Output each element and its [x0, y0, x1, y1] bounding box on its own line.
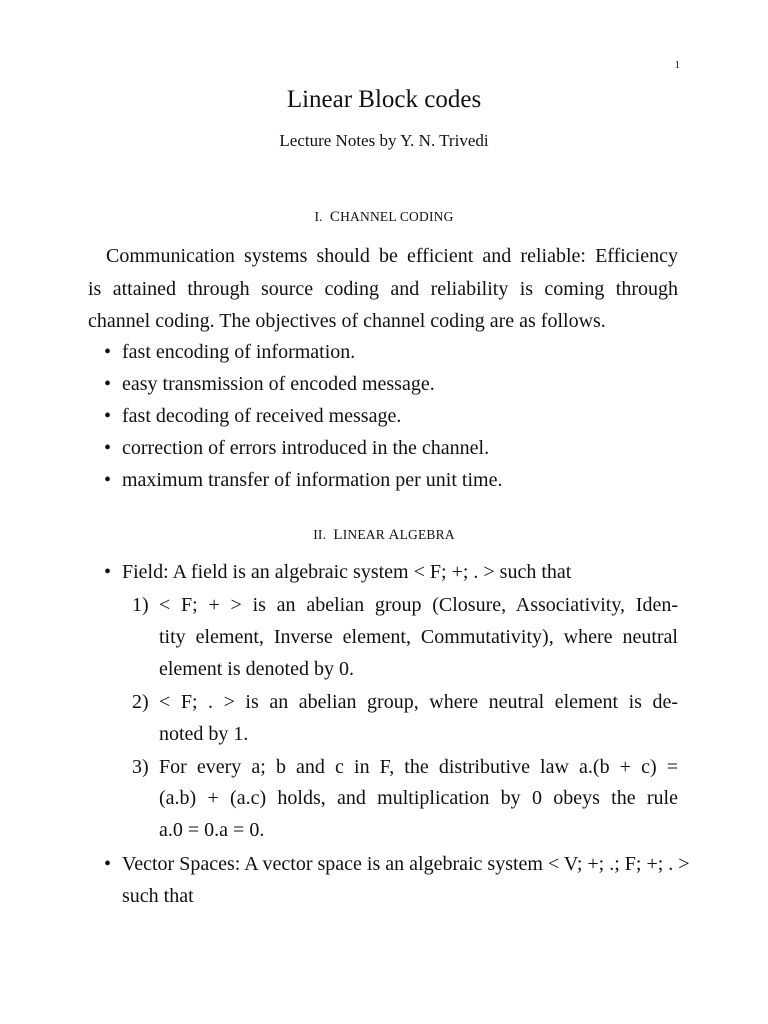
section-heading-linear-algebra — [0, 527, 768, 544]
item-number: 3) — [132, 756, 149, 778]
item-line: noted by 1. — [159, 723, 249, 745]
bullet-dot: • — [104, 853, 112, 875]
bullet-dot: • — [104, 373, 112, 395]
item-line: (a.b) + (a.c) holds, and multiplication by 0 obeys the rule — [159, 787, 678, 809]
bullet-dot: • — [104, 341, 112, 363]
item-line: < F; + > is an abelian group (Closure, Associativity, Iden- — [159, 594, 678, 616]
item-line: < F; . > is an abelian group, where neutral element is de- — [159, 691, 678, 713]
page-number: 1 — [674, 59, 680, 71]
bullet-dot: • — [104, 437, 112, 459]
item-line: For every a; b and c in F, the distributive law a.(b + c) = — [159, 756, 678, 778]
section-numeral: I. — [314, 209, 323, 224]
author-line: Lecture Notes by Y. N. Trivedi — [279, 131, 489, 150]
heading-smallcaps: HANNEL CODING — [340, 209, 454, 224]
section-heading-channel-coding — [0, 209, 768, 226]
heading-smallcaps: INEAR — [342, 527, 385, 542]
channel-coding-paragraph — [88, 240, 678, 338]
heading-initial: C — [329, 209, 341, 225]
bullet-dot: • — [104, 561, 112, 583]
item-number: 2) — [132, 691, 149, 713]
field-definition: Field: A field is an algebraic system < F; +; . > such that — [122, 561, 572, 583]
heading-initial: L — [333, 527, 343, 543]
item-number: 1) — [132, 594, 149, 616]
vector-space-definition-cont: such that — [122, 885, 194, 907]
item-line: tity element, Inverse element, Commutativity), where neutral — [159, 626, 678, 648]
page-title: Linear Block codes — [286, 86, 482, 113]
heading-initial: A — [388, 527, 400, 543]
paragraph-line: Communication systems should be efficient and reliable: Efficiency — [106, 245, 678, 267]
paragraph-line: is attained through source coding and reliability is coming through — [88, 277, 678, 300]
vector-space-definition: Vector Spaces: A vector space is an algebraic system < V; +; .; F; +; . > — [122, 853, 690, 875]
paragraph-line: channel coding. The objectives of channel coding are as follows. — [88, 310, 606, 332]
list-item: fast decoding of received message. — [122, 405, 402, 427]
item-line: a.0 = 0.a = 0. — [159, 819, 265, 841]
bullet-dot: • — [104, 405, 112, 427]
list-item: fast encoding of information. — [122, 341, 356, 363]
bullet-dot: • — [104, 469, 112, 491]
item-line: element is denoted by 0. — [159, 658, 354, 680]
list-item: easy transmission of encoded message. — [122, 373, 435, 395]
list-item: correction of errors introduced in the channel. — [122, 437, 490, 459]
list-item: maximum transfer of information per unit time. — [122, 469, 503, 491]
heading-smallcaps: LGEBRA — [399, 527, 455, 542]
section-numeral: II. — [313, 527, 327, 542]
